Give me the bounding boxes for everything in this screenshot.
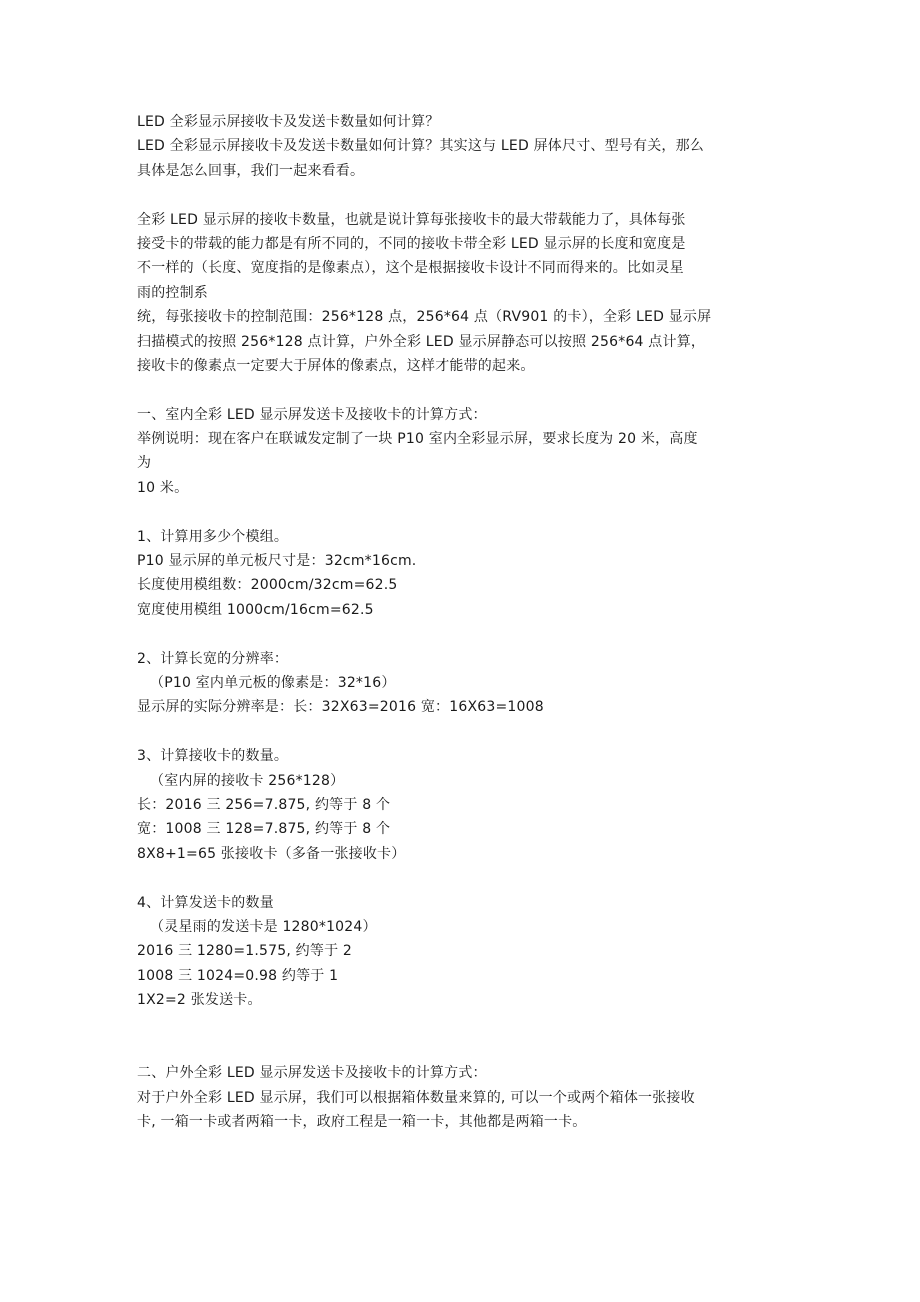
spacer — [137, 720, 787, 744]
step4-heading: 4、计算发送卡的数量 — [137, 894, 274, 911]
step1-line: 长度使用模组数：2000cm/32cm=62.5 — [137, 577, 398, 594]
spacer — [137, 378, 787, 402]
para1-line: 全彩 LED 显示屏的接收卡数量，也就是说计算每张接收卡的最大带载能力了，具体每张 — [137, 211, 686, 228]
para1-line: 不一样的（长度、宽度指的是像素点），这个是根据接收卡设计不同而得来的。比如灵星 — [137, 260, 684, 277]
step3-line: 宽：1008 三 128=7.875, 约等于 8 个 — [137, 821, 391, 838]
spacer — [137, 500, 787, 524]
section1-heading: 一、室内全彩 LED 显示屏发送卡及接收卡的计算方式： — [137, 406, 487, 423]
section2-heading: 二、户外全彩 LED 显示屏发送卡及接收卡的计算方式： — [137, 1065, 487, 1082]
step3-line: 8X8+1=65 张接收卡（多备一张接收卡） — [137, 845, 406, 862]
section2-line: 卡, 一箱一卡或者两箱一卡，政府工程是一箱一卡，其他都是两箱一卡。 — [137, 1114, 587, 1131]
step3-line: （室内屏的接收卡 256*128） — [150, 772, 345, 789]
step4-line: 1008 三 1024=0.98 约等于 1 — [137, 967, 339, 984]
para1-line: 接收卡的像素点一定要大于屏体的像素点，这样才能带的起来。 — [137, 357, 535, 374]
step2-line: （P10 室内单元板的像素是：32*16） — [150, 674, 396, 691]
intro-line: 具体是怎么回事，我们一起来看看。 — [137, 162, 365, 179]
para1-line: 接受卡的带载的能力都是有所不同的，不同的接收卡带全彩 LED 显示屏的长度和宽度是 — [137, 235, 686, 252]
spacer — [137, 183, 787, 207]
example-line: 举例说明：现在客户在联诚发定制了一块 P10 室内全彩显示屏，要求长度为 20 米，高度 — [137, 431, 698, 448]
spacer — [137, 1012, 787, 1036]
step4-line: （灵星雨的发送卡是 1280*1024） — [150, 918, 377, 935]
step1-line: 宽度使用模组 1000cm/16cm=62.5 — [137, 601, 374, 618]
para1-line: 统，每张接收卡的控制范围：256*128 点，256*64 点（RV901 的卡），全彩 LED 显示屏 — [137, 309, 712, 326]
example-line: 为 — [137, 455, 152, 472]
step2-heading: 2、计算长宽的分辨率： — [137, 650, 289, 667]
step1-line: P10 显示屏的单元板尺寸是：32cm*16cm. — [137, 553, 417, 570]
step3-line: 长：2016 三 256=7.875, 约等于 8 个 — [137, 796, 391, 813]
step1-heading: 1、计算用多少个模组。 — [137, 528, 289, 545]
para1-line: 雨的控制系 — [137, 284, 208, 301]
document-title: LED 全彩显示屏接收卡及发送卡数量如何计算？ — [137, 114, 440, 130]
intro-line: LED 全彩显示屏接收卡及发送卡数量如何计算？其实这与 LED 屏体尺寸、型号有关，那么 — [137, 138, 704, 155]
para1-line: 扫描模式的按照 256*128 点计算，户外全彩 LED 显示屏静态可以按照 256*64 点计算， — [137, 333, 706, 350]
section2-line: 对于户外全彩 LED 显示屏，我们可以根据箱体数量来算的, 可以一个或两个箱体一张接收 — [137, 1089, 695, 1106]
document-body — [137, 110, 787, 1134]
spacer — [137, 866, 787, 890]
step3-heading: 3、计算接收卡的数量。 — [137, 748, 289, 765]
example-line: 10 米。 — [137, 479, 189, 496]
step2-line: 显示屏的实际分辨率是：长：32X63=2016 宽：16X63=1008 — [137, 699, 544, 716]
spacer — [137, 622, 787, 646]
step4-line: 1X2=2 张发送卡。 — [137, 992, 262, 1009]
step4-line: 2016 三 1280=1.575, 约等于 2 — [137, 943, 353, 960]
spacer — [137, 1037, 787, 1061]
